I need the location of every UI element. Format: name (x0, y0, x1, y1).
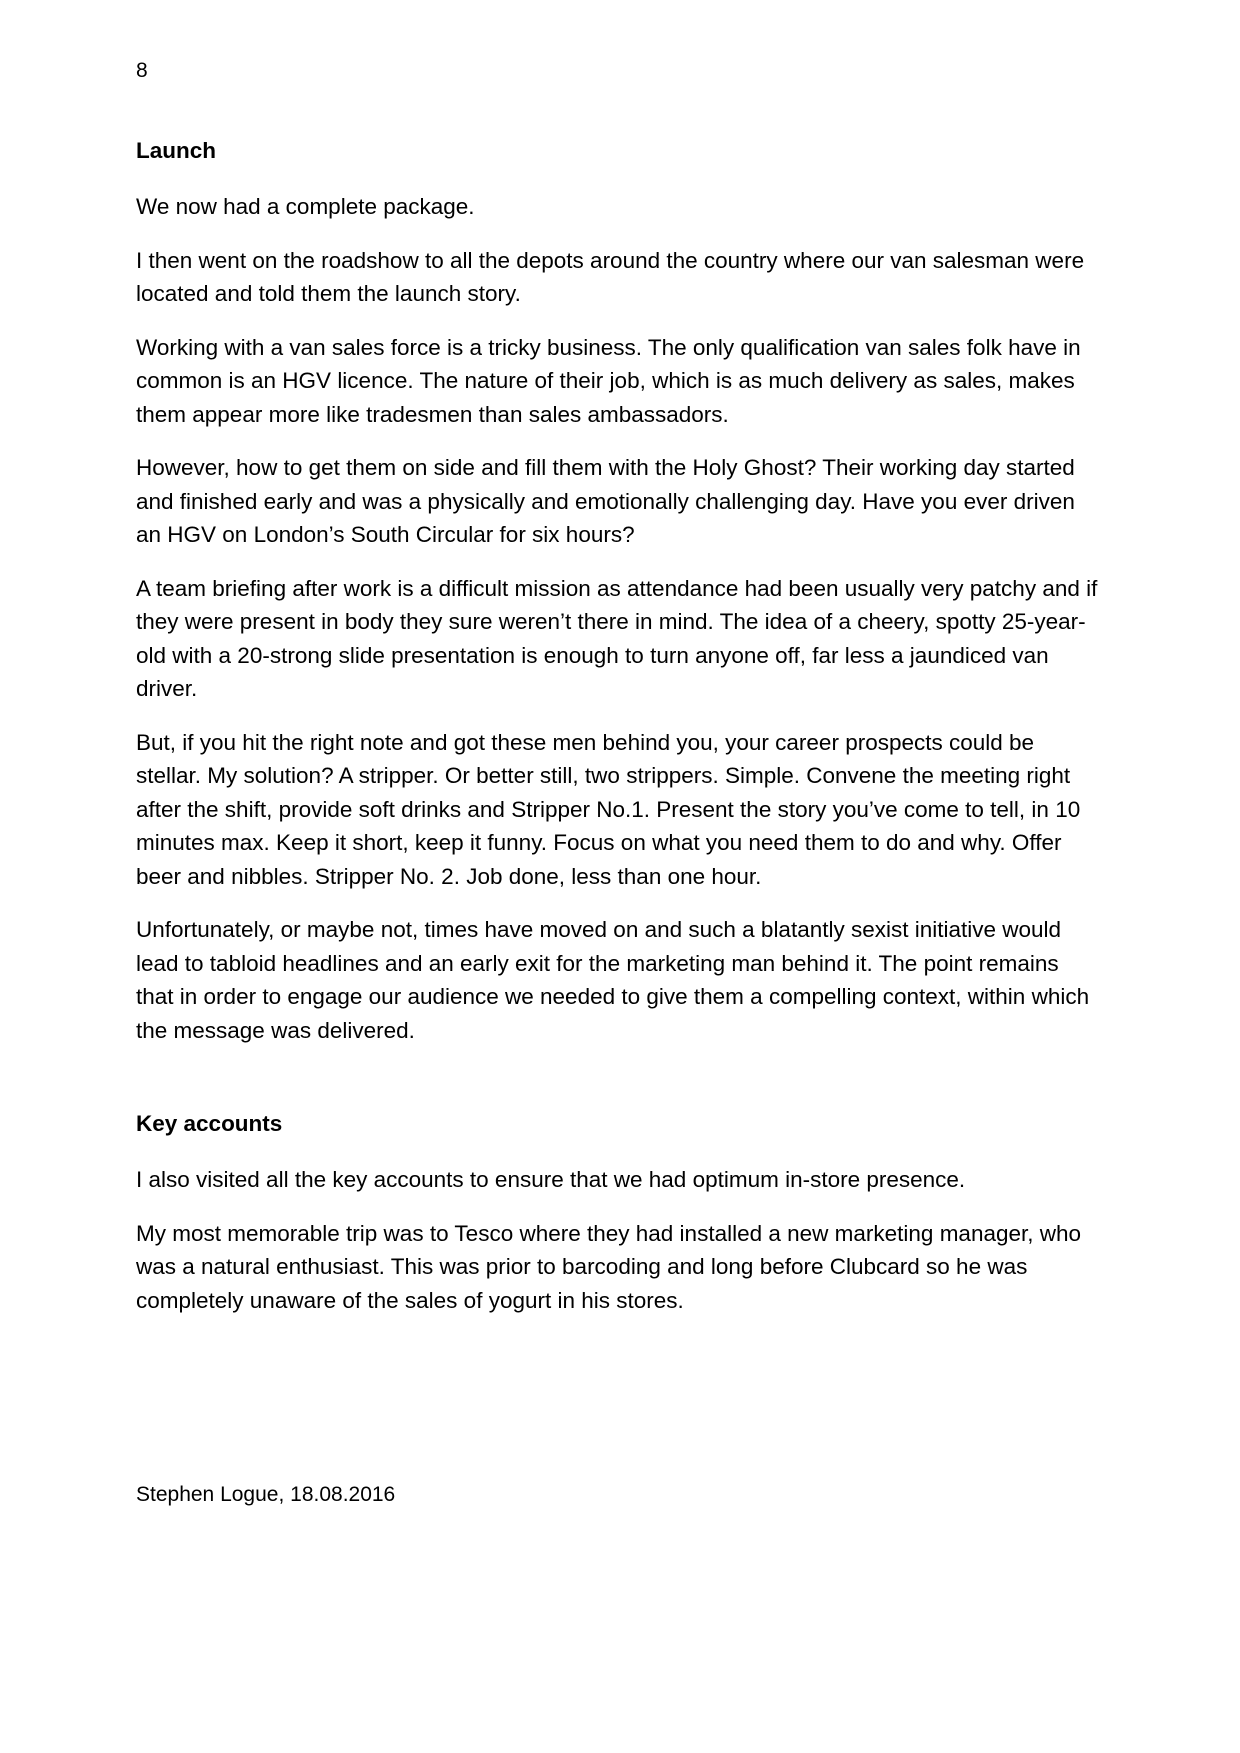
paragraph: A team briefing after work is a difficult mission as attendance had been usually very patchy and if they were present in body they sure weren’t there in mind. The idea of a cheery, spotty 25-year-old with a 20-strong slide presentation is enough to turn anyone off, far less a jaundiced van driver. (136, 575, 1098, 701)
section-heading: Key accounts (136, 1111, 283, 1136)
section-key-accounts (136, 1109, 1102, 1317)
section-heading: Launch (136, 138, 217, 163)
paragraph: Working with a van sales force is a tricky business. The only qualification van sales folk have in common is an HGV licence. The nature of their job, which is as much delivery as sales, makes them appear more like tradesmen than sales ambassadors. (136, 334, 1081, 427)
paragraph: We now had a complete package. (136, 194, 475, 219)
page-footer: Stephen Logue, 18.08.2016 (136, 1483, 396, 1506)
page-number: 8 (136, 59, 148, 82)
paragraph: My most memorable trip was to Tesco where they had installed a new marketing manager, who was a natural enthusiast. This was prior to barcoding and long before Clubcard so he was completely unaware of the sales of yogurt in his stores. (136, 1220, 1082, 1313)
section-launch (136, 136, 1102, 1047)
paragraph: I then went on the roadshow to all the depots around the country where our van salesman were located and told them the launch story. (136, 247, 1085, 306)
paragraph: But, if you hit the right note and got these men behind you, your career prospects could be stellar. My solution? A stripper. Or better still, two strippers. Simple. Convene the meeting right after the shift, provide soft drinks and Stripper No.1. Present the story you’ve come to tell, in 10 minutes max. Keep it short, keep it funny. Focus on what you need them to do and why. Offer beer and nibbles. Stripper No. 2. Job done, less than one hour. (136, 729, 1081, 889)
paragraph: However, how to get them on side and fill them with the Holy Ghost? Their working day started and finished early and was a physically and emotionally challenging day. Have you ever driven an HGV on London’s South Circular for six hours? (136, 455, 1075, 547)
paragraph: I also visited all the key accounts to ensure that we had optimum in-store presence. (136, 1167, 966, 1192)
paragraph: Unfortunately, or maybe not, times have moved on and such a blatantly sexist initiative would lead to tabloid headlines and an early exit for the marketing man behind it. The point remains that in order to engage our audience we needed to give them a compelling context, within which the message was delivered. (136, 917, 1090, 1043)
